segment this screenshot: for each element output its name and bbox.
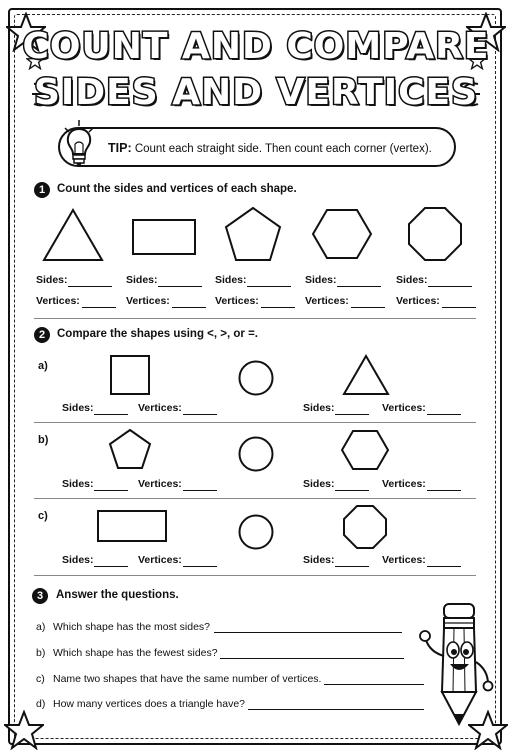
sides-label: Sides: (62, 478, 94, 490)
row-divider (34, 422, 476, 423)
question-text: How many vertices does a triangle have? (53, 698, 246, 710)
answer-line[interactable] (220, 658, 404, 659)
sides-answer-blank[interactable] (335, 566, 369, 567)
page-title-line1: COUNT AND COMPARE (22, 26, 490, 67)
octagon-icon (342, 504, 388, 550)
octagon-icon (407, 206, 463, 262)
sides-label: Sides: (62, 402, 94, 414)
sides-answer-blank[interactable] (428, 286, 472, 287)
sides-answer-blank[interactable] (158, 286, 202, 287)
sides-label: Sides: (303, 402, 335, 414)
answer-line[interactable] (324, 684, 424, 685)
pentagon-icon (108, 428, 152, 470)
sides-answer-blank[interactable] (247, 286, 291, 287)
hexagon-icon (340, 429, 390, 471)
vertices-answer-blank[interactable] (82, 307, 116, 308)
answer-line[interactable] (248, 709, 424, 710)
lightbulb-icon (62, 118, 96, 172)
vertices-answer-blank[interactable] (442, 307, 476, 308)
vertices-answer-blank[interactable] (183, 566, 217, 567)
vertices-answer-blank[interactable] (261, 307, 295, 308)
row-letter: b) (38, 434, 49, 446)
question-letter: c) (36, 673, 45, 685)
rectangle-icon (97, 510, 167, 542)
page-title-line2: SIDES AND VERTICES (33, 72, 479, 113)
question-text: Which shape has the fewest sides? (53, 647, 218, 659)
pencil-mascot-icon (416, 600, 498, 728)
vertices-answer-blank[interactable] (427, 490, 461, 491)
vertices-label: Vertices: (126, 295, 170, 307)
pentagon-icon (224, 206, 282, 262)
section-number: 1 (34, 182, 50, 198)
vertices-label: Vertices: (305, 295, 349, 307)
compare-circle-icon[interactable] (238, 360, 274, 396)
sides-answer-blank[interactable] (335, 490, 369, 491)
vertices-answer-blank[interactable] (183, 490, 217, 491)
vertices-label: Vertices: (215, 295, 259, 307)
compare-circle-icon[interactable] (238, 514, 274, 550)
vertices-label: Vertices: (396, 295, 440, 307)
sides-answer-blank[interactable] (335, 414, 369, 415)
question-text: Name two shapes that have the same number of vertices. (53, 673, 322, 685)
answer-line[interactable] (214, 632, 402, 633)
sides-label: Sides: (62, 554, 94, 566)
section-title: Answer the questions. (56, 589, 179, 601)
triangle-icon (342, 354, 390, 396)
sides-label: Sides: (305, 274, 337, 286)
sides-answer-blank[interactable] (94, 566, 128, 567)
question-letter: a) (36, 621, 46, 633)
vertices-answer-blank[interactable] (183, 414, 217, 415)
row-letter: a) (38, 360, 48, 372)
section-title: Compare the shapes using <, >, or =. (57, 328, 258, 340)
vertices-label: Vertices: (138, 402, 182, 414)
vertices-label: Vertices: (36, 295, 80, 307)
vertices-label: Vertices: (382, 478, 426, 490)
sides-answer-blank[interactable] (337, 286, 381, 287)
sides-label: Sides: (303, 478, 335, 490)
vertices-answer-blank[interactable] (427, 414, 461, 415)
row-letter: c) (38, 510, 48, 522)
triangle-icon (42, 208, 104, 262)
sides-label: Sides: (126, 274, 158, 286)
sides-label: Sides: (303, 554, 335, 566)
question-letter: d) (36, 698, 46, 710)
tip-label: TIP: (108, 141, 132, 155)
question-letter: b) (36, 647, 46, 659)
rectangle-icon (132, 219, 196, 255)
tip-text (108, 141, 432, 155)
section-number: 3 (32, 588, 48, 604)
section-title: Count the sides and vertices of each shape. (57, 183, 297, 195)
vertices-label: Vertices: (382, 554, 426, 566)
square-icon (110, 355, 150, 395)
vertices-answer-blank[interactable] (427, 566, 461, 567)
vertices-label: Vertices: (138, 478, 182, 490)
section-divider (34, 318, 476, 319)
section-number: 2 (34, 327, 50, 343)
sides-answer-blank[interactable] (68, 286, 112, 287)
row-divider (34, 498, 476, 499)
hexagon-icon (311, 208, 373, 260)
sides-label: Sides: (396, 274, 428, 286)
sides-label: Sides: (36, 274, 68, 286)
compare-circle-icon[interactable] (238, 436, 274, 472)
section-divider (34, 575, 476, 576)
sides-answer-blank[interactable] (94, 490, 128, 491)
sides-answer-blank[interactable] (94, 414, 128, 415)
vertices-answer-blank[interactable] (172, 307, 206, 308)
tip-body: Count each straight side. Then count each corner (vertex). (134, 143, 432, 155)
vertices-label: Vertices: (382, 402, 426, 414)
star-icon (4, 710, 44, 750)
vertices-answer-blank[interactable] (351, 307, 385, 308)
vertices-label: Vertices: (138, 554, 182, 566)
question-text: Which shape has the most sides? (53, 621, 210, 633)
sides-label: Sides: (215, 274, 247, 286)
